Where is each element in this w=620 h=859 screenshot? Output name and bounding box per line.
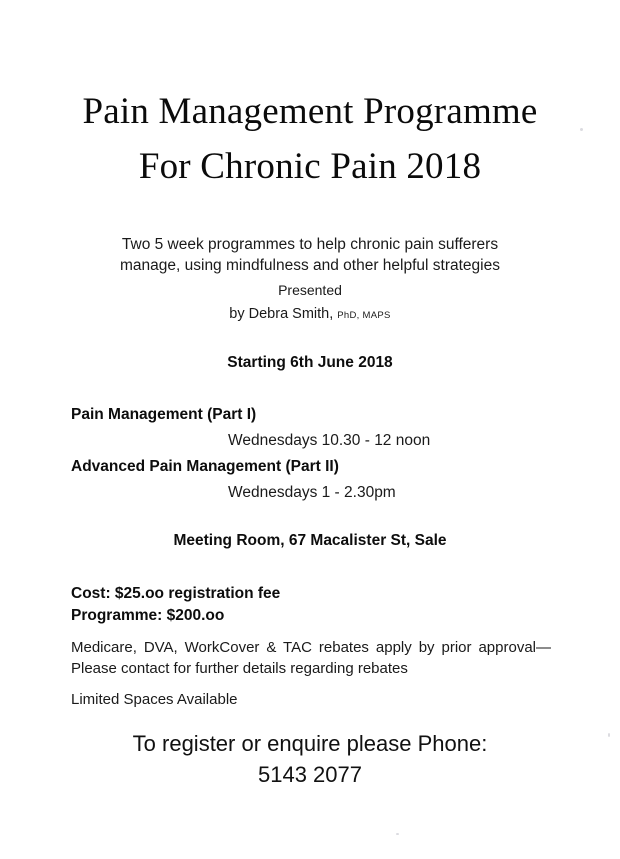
presenter-byline (0, 304, 620, 326)
contact-section (0, 728, 620, 790)
scan-speck (396, 833, 399, 835)
session-time-part-2: Wednesdays 1 - 2.30pm (228, 484, 396, 501)
session-name-part-2: Advanced Pain Management (Part II) (71, 458, 339, 475)
intro-line-2: manage, using mindfulness and other helpful strategies (120, 257, 500, 274)
intro-line-1: Two 5 week programmes to help chronic pain sufferers (121, 236, 499, 253)
page-title-line-1: Pain Management Programme (82, 91, 538, 132)
programme-fee: Programme: $200.oo (71, 607, 225, 624)
presenter-name: by Debra Smith, (229, 306, 334, 322)
contact-phone-number: 5143 2077 (258, 762, 362, 787)
session-name-part-1: Pain Management (Part I) (71, 406, 257, 423)
page-title (0, 84, 620, 194)
scan-speck (580, 128, 583, 131)
start-date: Starting 6th June 2018 (227, 354, 393, 371)
session-time-part-1: Wednesdays 10.30 - 12 noon (228, 432, 431, 449)
rebates-note: Medicare, DVA, WorkCover & TAC rebates apply by prior approval—Please contact for further details regarding rebates (71, 639, 551, 677)
registration-fee: Cost: $25.oo registration fee (71, 585, 281, 602)
presented-label: Presented (278, 282, 342, 298)
page-title-line-2: For Chronic Pain 2018 (138, 146, 482, 187)
session-list (71, 402, 549, 506)
contact-call-to-action: To register or enquire please Phone: (132, 731, 488, 756)
presenter-credentials: PhD, MAPS (337, 310, 391, 321)
venue-address: Meeting Room, 67 Macalister St, Sale (173, 532, 447, 549)
intro-description (0, 234, 620, 276)
scan-speck (608, 733, 610, 737)
cost-section (71, 583, 551, 710)
availability-note: Limited Spaces Available (71, 691, 238, 708)
